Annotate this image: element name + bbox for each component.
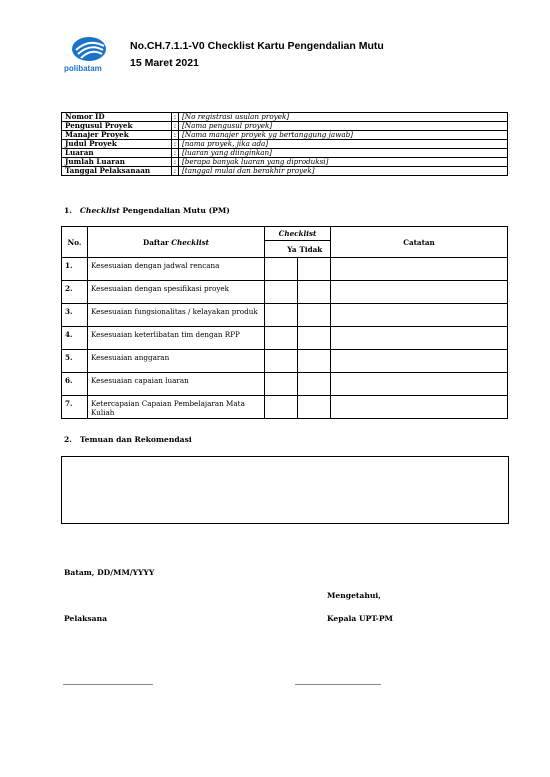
checklist-row — [62, 304, 508, 327]
tidak-cell[interactable] — [298, 327, 331, 350]
checklist-row — [62, 327, 508, 350]
catatan-cell[interactable] — [331, 396, 508, 419]
signature-line-right — [295, 684, 381, 685]
info-value[interactable]: [Nama pengusul proyek] — [179, 122, 508, 131]
section-2-heading: 2. Temuan dan Rekomendasi — [64, 435, 192, 444]
info-key: Luaran — [62, 149, 172, 158]
ya-cell[interactable] — [265, 396, 298, 419]
checklist-row — [62, 350, 508, 373]
info-value[interactable]: [nama proyek, jika ada] — [179, 140, 508, 149]
document-title: No.CH.7.1.1-V0 Checklist Kartu Pengendalian Mutu — [130, 40, 384, 52]
row-number: 3. — [62, 304, 88, 327]
findings-recommendations-box[interactable] — [61, 456, 509, 524]
place-date: Batam, DD/MM/YYYY — [64, 568, 155, 577]
ya-cell[interactable] — [265, 258, 298, 281]
info-value[interactable]: [tanggal mulai dan berakhir proyek] — [179, 167, 508, 176]
catatan-cell[interactable] — [331, 281, 508, 304]
row-number: 7. — [62, 396, 88, 419]
info-key: Pengusul Proyek — [62, 122, 172, 131]
row-item: Kesesuaian keterlibatan tim dengan RPP — [88, 327, 265, 350]
header-daftar-checklist: Daftar Checklist — [88, 227, 265, 258]
info-colon: : — [172, 158, 179, 167]
info-value[interactable]: [Nama manajer proyek yg bertanggung jawab] — [179, 131, 508, 140]
acknowledged-label: Mengetahui, — [327, 591, 381, 600]
info-key: Nomor ID — [62, 113, 172, 122]
catatan-cell[interactable] — [331, 258, 508, 281]
tidak-cell[interactable] — [298, 396, 331, 419]
info-value[interactable]: [luaran yang diinginkan] — [179, 149, 508, 158]
info-colon: : — [172, 140, 179, 149]
header-catatan: Catatan — [331, 227, 508, 258]
row-number: 5. — [62, 350, 88, 373]
row-item: Kesesuaian fungsionalitas / kelayakan produk — [88, 304, 265, 327]
row-item: Kesesuaian anggaran — [88, 350, 265, 373]
checklist-row — [62, 396, 508, 419]
info-key: Tanggal Pelaksanaan — [62, 167, 172, 176]
checklist-row — [62, 281, 508, 304]
checklist-row — [62, 373, 508, 396]
ya-cell[interactable] — [265, 350, 298, 373]
project-info-table — [61, 112, 508, 176]
info-colon: : — [172, 122, 179, 131]
info-row — [62, 131, 508, 140]
info-key: Jumlah Luaran — [62, 158, 172, 167]
logo-wordmark: polibatam — [64, 64, 102, 73]
row-number: 1. — [62, 258, 88, 281]
catatan-cell[interactable] — [331, 304, 508, 327]
tidak-cell[interactable] — [298, 258, 331, 281]
info-row — [62, 140, 508, 149]
header-checklist: Checklist — [265, 227, 331, 241]
tidak-cell[interactable] — [298, 373, 331, 396]
info-value[interactable]: [No registrasi usulan proyek] — [179, 113, 508, 122]
row-item: Kesesuaian dengan spesifikasi proyek — [88, 281, 265, 304]
section-1-heading: 1. Checklist Pengendalian Mutu (PM) — [64, 206, 230, 215]
ya-cell[interactable] — [265, 304, 298, 327]
executor-label: Pelaksana — [64, 614, 108, 623]
header-no: No. — [62, 227, 88, 258]
tidak-cell[interactable] — [298, 350, 331, 373]
signature-line-left — [63, 684, 153, 685]
row-item: Kesesuaian dengan jadwal rencana — [88, 258, 265, 281]
info-colon: : — [172, 149, 179, 158]
catatan-cell[interactable] — [331, 350, 508, 373]
catatan-cell[interactable] — [331, 327, 508, 350]
head-upt-pm-label: Kepala UPT-PM — [327, 614, 393, 623]
info-row — [62, 167, 508, 176]
header-tidak: Tidak — [298, 241, 331, 258]
info-colon: : — [172, 167, 179, 176]
ya-cell[interactable] — [265, 373, 298, 396]
checklist-row — [62, 258, 508, 281]
info-colon: : — [172, 131, 179, 140]
row-item: Ketercapaian Capaian Pembelajaran Mata Kuliah — [88, 396, 265, 419]
row-number: 2. — [62, 281, 88, 304]
info-key: Judul Proyek — [62, 140, 172, 149]
ya-cell[interactable] — [265, 281, 298, 304]
header-ya: Ya — [265, 241, 298, 258]
row-number: 6. — [62, 373, 88, 396]
info-key: Manajer Proyek — [62, 131, 172, 140]
ya-cell[interactable] — [265, 327, 298, 350]
catatan-cell[interactable] — [331, 373, 508, 396]
tidak-cell[interactable] — [298, 281, 331, 304]
info-value[interactable]: [berapa banyak luaran yang diproduksi] — [179, 158, 508, 167]
tidak-cell[interactable] — [298, 304, 331, 327]
checklist-table — [61, 226, 508, 419]
info-colon: : — [172, 113, 179, 122]
document-date: 15 Maret 2021 — [130, 57, 199, 69]
row-item: Kesesuaian capaian luaran — [88, 373, 265, 396]
row-number: 4. — [62, 327, 88, 350]
